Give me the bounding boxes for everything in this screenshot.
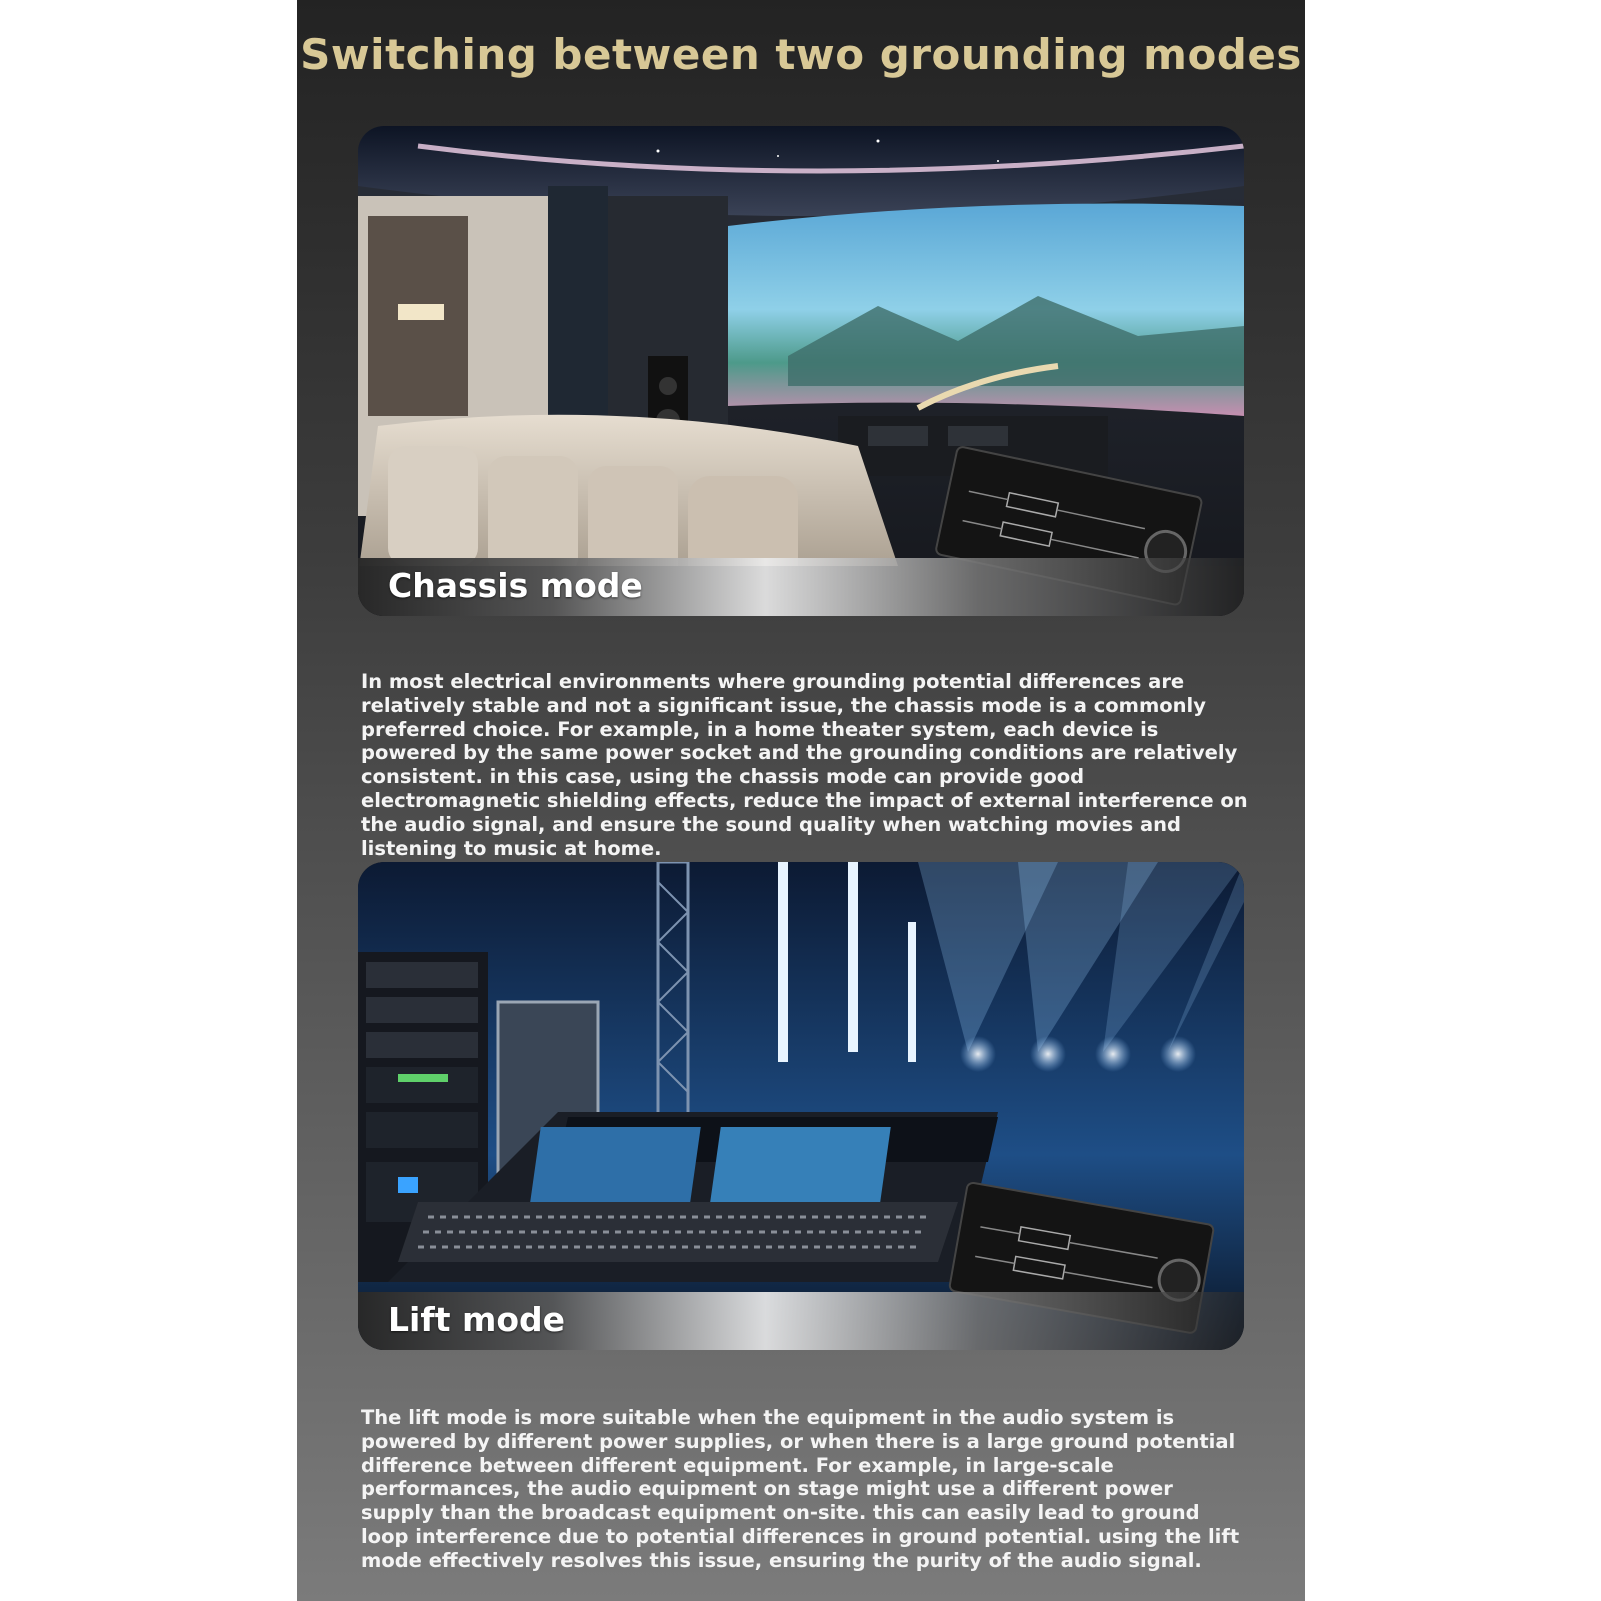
home-theater-illustration [358,126,1244,616]
home-theater-image [358,126,1244,616]
product-detail-panel [297,0,1305,1601]
page-title: Switching between two grounding modes [300,30,1302,79]
mode-label-bar [358,558,1244,616]
lift-mode-label: Lift mode [388,1300,566,1339]
chassis-mode-label: Chassis mode [388,566,643,605]
chassis-mode-description: In most electrical environments where grounding potential differences are relatively stable and not a significant issue, the chassis mode is a commonly preferred choice. For example, in a home theater system, each device is powered by the same power socket and the grounding conditions are relatively consistent. in this case, using the chassis mode can provide good electromagnetic shielding effects, reduce the impact of external interference on the audio signal, and ensure the sound quality when watching movies and listening to music at home. [361,670,1248,860]
stage-mixing-illustration [358,862,1244,1350]
stage-mixing-image [358,862,1244,1350]
lift-mode-description: The lift mode is more suitable when the equipment in the audio system is powered by different power supplies, or when there is a large ground potential difference between different equipment. For example, in large-scale performances, the audio equipment on stage might use a different power supply than the broadcast equipment on-site. this can easily lead to ground loop interference due to potential differences in ground potential. using the lift mode effectively resolves this issue, ensuring the purity of the audio signal. [361,1406,1240,1572]
mode-label-bar [358,1292,1244,1350]
